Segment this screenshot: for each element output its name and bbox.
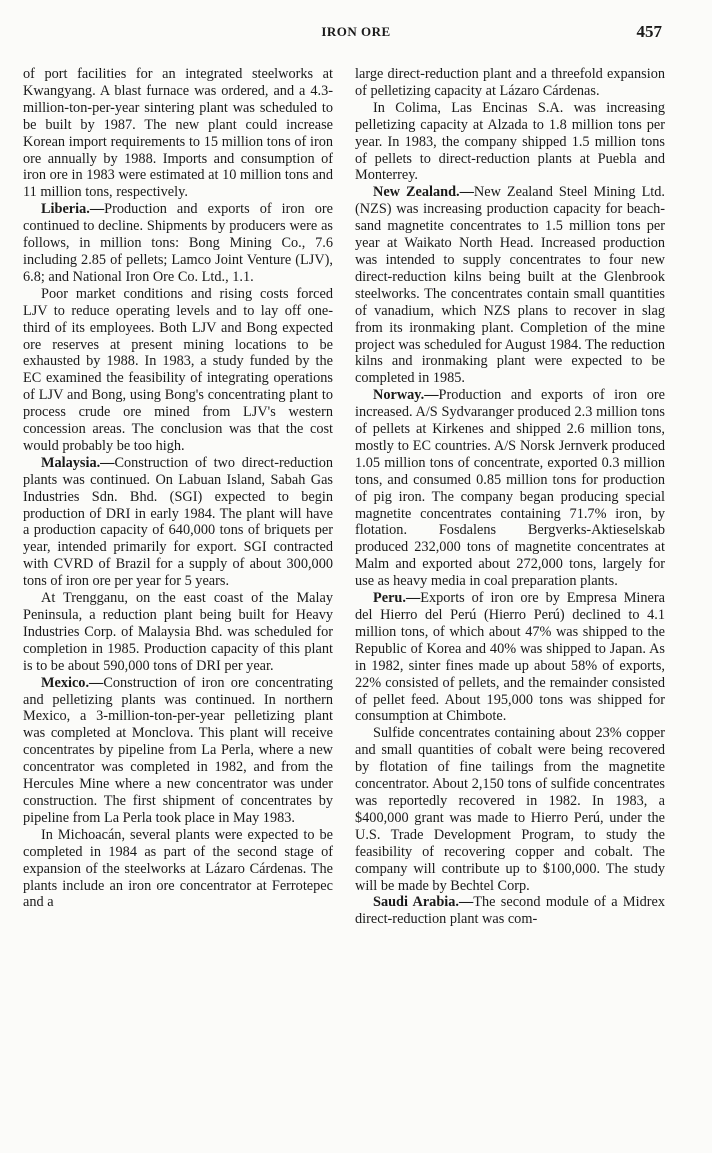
paragraph-text: New Zealand Steel Mining Ltd. (NZS) was increasing production capacity for beach-sand magnetite concentrates to 1.5 million tons per year at Waikato North Head. Increased production was intended to supply concentrates to four new direct-reduction kilns being built at the Glenbrook steelworks. The concentrates contain small quantities of vanadium, which NZS plans to recover in slag from its ironmaking plant. Completion of the mine project was scheduled for August 1984. The reduction kilns and ironmaking plant were expected to be completed in 1985.	[355, 184, 665, 387]
section-heading-saudi-arabia: Saudi Arabia.—	[373, 894, 474, 911]
paragraph	[23, 201, 333, 286]
paragraph-text: In Michoacán, several plants were expected to be completed in 1984 as part of the second stage of expansion of the steelworks at Lázaro Cárdenas. The plants include an iron ore concentrator at Ferrotepec and a	[23, 826, 333, 911]
paragraph	[355, 387, 665, 590]
page-number: 457	[636, 22, 662, 41]
paragraph	[23, 827, 333, 912]
paragraph	[355, 100, 665, 185]
paragraph-text: In Colima, Las Encinas S.A. was increasing pelletizing capacity at Alzada to 1.8 million tons per year. In 1983, the company shipped 1.5 million tons of pellets to direct-reduction plants at Puebla and Monterrey.	[355, 99, 665, 184]
paragraph	[355, 590, 665, 725]
paragraph	[355, 66, 665, 100]
paragraph	[355, 725, 665, 894]
section-heading-liberia: Liberia.—	[41, 201, 105, 218]
paragraph-text: large direct-reduction plant and a threefold expansion of pelletizing capacity at Lázaro Cárdenas.	[355, 66, 665, 99]
paragraph-text: Production and exports of iron ore increased. A/S Sydvaranger produced 2.3 million tons of pellets at Kirkenes and shipped 2.6 million tons, mostly to EC countries. A/S Norsk Jernverk produced 1.05 million tons of concentrate, exported 0.3 million tons, and consumed 0.85 million tons for production of pig iron. The company began producing special magnetite concentrates containing 71.7% iron, by flotation. Fosdalens Bergverks-Aktieselskab produced 232,000 tons of magnetite concentrates at Malm and exported about 272,000 tons, largely for use as heavy media in coal preparation plants.	[355, 387, 665, 590]
paragraph	[23, 675, 333, 827]
section-heading-malaysia: Malaysia.—	[41, 454, 115, 471]
section-heading-norway: Norway.—	[373, 387, 439, 404]
section-heading-peru: Peru.—	[373, 590, 421, 607]
paragraph-text: At Trengganu, on the east coast of the Malay Peninsula, a reduction plant being built for Heavy Industries Corp. of Malaysia Bhd. was scheduled for completion in 1985. Production capacity of this plant is to be about 590,000 tons of DRI per year.	[23, 590, 333, 674]
paragraph	[23, 455, 333, 590]
paragraph-text: Sulfide concentrates containing about 23% copper and small quantities of cobalt were being recovered by flotation of fine tailings from the magnetite concentrator. About 2,150 tons of sulfide concentrates was reportedly recovered in 1982. In 1983, a $400,000 grant was made to Hierro Perú, under the U.S. Trade Development Program, to study the feasibility of recovering copper and cobalt. The company will contribute up to $100,000. The study will be made by Bechtel Corp.	[355, 725, 665, 894]
running-head	[0, 22, 712, 46]
running-head-title: IRON ORE	[321, 24, 391, 39]
left-column	[23, 66, 333, 911]
section-heading-mexico: Mexico.—	[41, 674, 104, 691]
section-heading-new-zealand: New Zealand.—	[373, 184, 474, 201]
paragraph-text: Production and exports of iron ore continued to decline. Shipments by producers were as follows, in million tons: Bong Mining Co., 7.6 including 2.85 of pellets; Lamco Joint Venture (LJV), 6.8; and National Iron Ore Co. Ltd., 1.1.	[23, 201, 333, 285]
paragraph-text: Poor market conditions and rising costs forced LJV to reduce operating levels and to lay off one-third of its employees. Both LJV and Bong expected ore reserves at present mining locations to be exhausted by 1988. In 1983, a study funded by the EC examined the feasibility of integrating operations of LJV and Bong, using Bong's concentrating plant to process crude ore mined from LJV's western concession areas. The conclusion was that the cost would probably be too high.	[23, 285, 333, 454]
paragraph	[355, 184, 665, 387]
paragraph	[23, 66, 333, 201]
right-column	[355, 66, 665, 928]
paragraph-text: The second module of a Midrex direct-reduction plant was com-	[355, 894, 665, 928]
paragraph	[355, 894, 665, 928]
paragraph	[23, 590, 333, 675]
paragraph-text: Construction of iron ore concentrating and pelletizing plants was continued. In northern Mexico, a 3-million-ton-per-year pelletizing plant was completed at Monclova. This plant will receive concentrates by pipeline from La Perla, where a new concentrator was completed in 1982, and from the Hercules Mine where a new concentrator was under construction. The first shipment of concentrates by pipeline from La Perla took place in May 1983.	[23, 674, 333, 826]
paragraph-text: of port facilities for an integrated steelworks at Kwangyang. A blast furnace was ordered, and a 4.3-million-ton-per-year sintering plant was scheduled to be built by 1987. The new plant could increase Korean import requirements to 15 million tons of iron ore annually by 1988. Imports and consumption of iron ore in 1983 were estimated at 10 million tons and 11 million tons, respectively.	[23, 66, 333, 201]
paragraph-text: Construction of two direct-reduction plants was continued. On Labuan Island, Sabah Gas Industries Sdn. Bhd. (SGI) expected to begin production of DRI in early 1984. The plant will have a production capacity of 640,000 tons of briquets per year, intended primarily for export. SGI contracted with CVRD of Brazil for a supply of about 300,000 tons of iron ore per year for 5 years.	[23, 454, 333, 590]
paragraph-text: Exports of iron ore by Empresa Minera del Hierro del Perú (Hierro Perú) declined to 4.1 million tons, of which about 47% was shipped to the Republic of Korea and 40% was shipped to Japan. As in 1982, sinter fines made up about 58% of exports, 22% consisted of pellets, and the remainder consisted of pellet feed. About 195,000 tons was shipped for consumption at Chimbote.	[355, 590, 665, 725]
paragraph	[23, 286, 333, 455]
